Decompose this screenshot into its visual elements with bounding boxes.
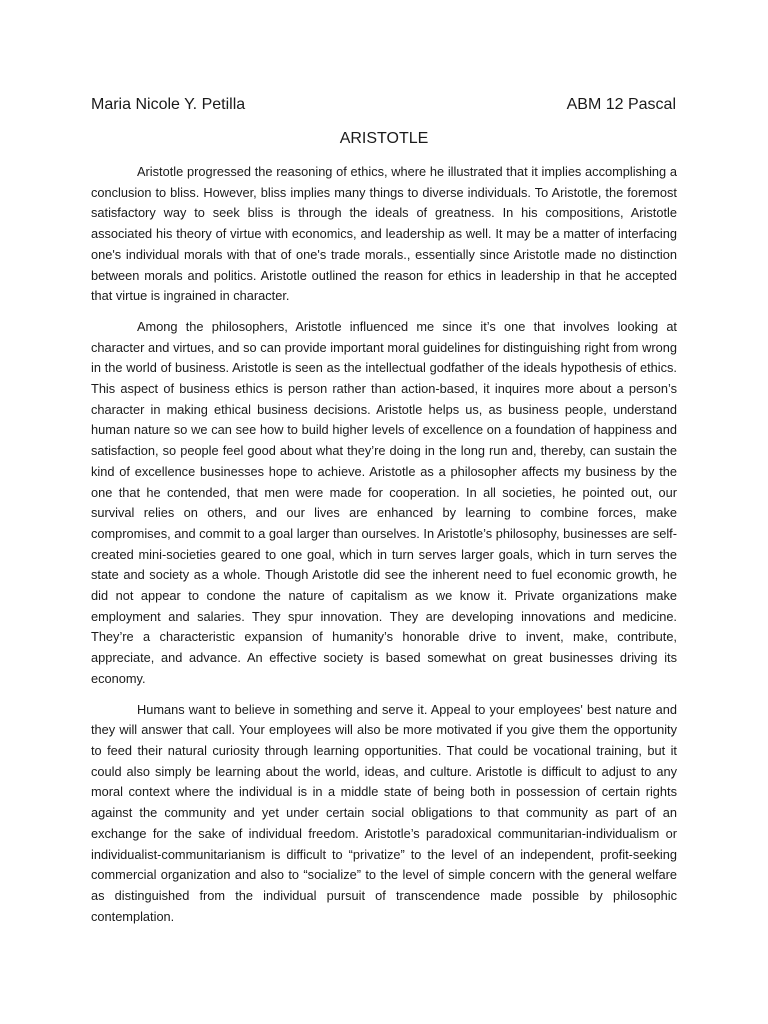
document-header [91, 94, 676, 116]
document-title: ARISTOTLE [339, 130, 429, 147]
class-section: ABM 12 Pascal [566, 96, 676, 113]
document-body [91, 162, 677, 937]
paragraph-3: Humans want to believe in something and serve it. Appeal to your employees' best nature and they will answer that call. Your employees will also be more motivated if you give them the opportunity to feed their natural curiosity through learning opportunities. That could be vocational training, but it could also simply be learning about the world, ideas, and culture. Aristotle is difficult to adjust to any moral context where the individual is in a middle state of being both in possession of certain rights against the community and yet under certain social obligations to that community as part of an exchange for the sake of individual freedom. Aristotle’s paradoxical communitarian-individualism or individualist-communitarianism is difficult to “privatize” to the level of an independent, profit-seeking commercial organization and also to “socialize” to the level of simple concern with the general welfare as distinguished from the individual pursuit of transcendence made possible by philosophic contemplation. [91, 701, 677, 924]
author-name: Maria Nicole Y. Petilla [91, 96, 246, 113]
paragraph-2: Among the philosophers, Aristotle influenced me since it’s one that involves looking at character and virtues, and so can provide important moral guidelines for distinguishing right from wrong in the world of business. Aristotle is seen as the intellectual godfather of the ideals hypothesis of ethics. This aspect of business ethics is person rather than action-based, it inquires more about a person’s character in making ethical business decisions. Aristotle helps us, as business people, understand human nature so we can see how to build higher levels of excellence on a foundation of happiness and satisfaction, so people feel good about what they’re doing in the long run and, thereby, can sustain the kind of excellence businesses hope to achieve. Aristotle as a philosopher affects my business by the one that he contended, that men were made for cooperation. In all societies, he pointed out, our survival relies on others, and our lives are enhanced by learning to combine forces, make compromises, and commit to a goal larger than ourselves. In Aristotle’s philosophy, businesses are self-created mini-societies geared to one goal, which in turn serves larger goals, which in turn serves the state and society as a whole. Though Aristotle did see the inherent need to fuel economic growth, he did not appear to condone the nature of capitalism as we know it. Private organizations make employment and salaries. They spur innovation. They are developing innovations and medicine. They’re a characteristic expansion of humanity’s honorable drive to invent, make, contribute, appreciate, and advance. An effective society is based somewhat on great businesses driving its economy. [91, 318, 677, 686]
paragraph-1: Aristotle progressed the reasoning of ethics, where he illustrated that it implies accomplishing a conclusion to bliss. However, bliss implies many things to diverse individuals. To Aristotle, the foremost satisfactory way to seek bliss is through the ideals of greatness. In his compositions, Aristotle associated his theory of virtue with economics, and leadership as well. It may be a matter of interfacing one's individual morals with that of one's trade morals., essentially since Aristotle made no distinction between morals and politics. Aristotle outlined the reason for ethics in leadership in that he accepted that virtue is ingrained in character. [91, 164, 677, 304]
